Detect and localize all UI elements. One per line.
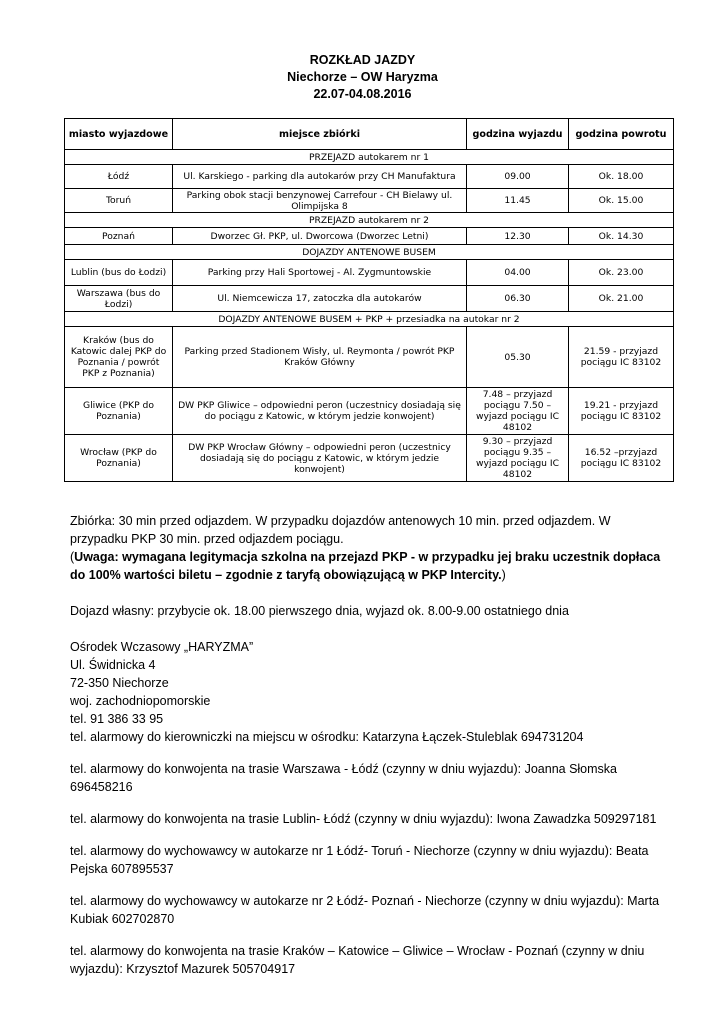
section-label: DOJAZDY ANTENOWE BUSEM (65, 245, 674, 260)
cell-city: Gliwice (PKP do Poznania) (65, 388, 173, 435)
table-row (65, 286, 674, 312)
title-line-3: 22.07-04.08.2016 (313, 87, 412, 101)
notes-section (70, 512, 670, 978)
address-line: Ośrodek Wczasowy „HARYZMA” (70, 640, 254, 654)
cell-return: Ok. 14.30 (569, 228, 674, 245)
cell-return: Ok. 23.00 (569, 260, 674, 286)
cell-departure: 06.30 (467, 286, 569, 312)
address-line: woj. zachodniopomorskie (70, 694, 211, 708)
header-city: miasto wyjazdowe (65, 119, 173, 150)
cell-place: Dworzec Gł. PKP, ul. Dworcowa (Dworzec Letni) (173, 228, 467, 245)
table-row (65, 388, 674, 435)
cell-departure: 7.48 – przyjazd pociągu 7.50 – wyjazd pociągu IC 48102 (467, 388, 569, 435)
address-line: 72-350 Niechorze (70, 676, 169, 690)
cell-city: Poznań (65, 228, 173, 245)
schedule-table (64, 118, 674, 482)
section-row (65, 213, 674, 228)
cell-place: Parking przy Hali Sportowej - Al. Zygmuntowskie (173, 260, 467, 286)
cell-return: Ok. 15.00 (569, 189, 674, 213)
cell-place: Ul. Karskiego - parking dla autokarów przy CH Manufaktura (173, 165, 467, 189)
document-title (0, 52, 725, 103)
warning-note: (Uwaga: wymagana legitymacja szkolna na przejazd PKP - w przypadku jej braku uczestnik dopłaca do 100% wartości biletu – zgodnie z taryfą obowiązującą w PKP Intercity.) (70, 550, 661, 582)
section-row (65, 312, 674, 327)
table-row (65, 327, 674, 388)
cell-city: Warszawa (bus do Łodzi) (65, 286, 173, 312)
cell-departure: 04.00 (467, 260, 569, 286)
cell-return: Ok. 18.00 (569, 165, 674, 189)
cell-city: Lublin (bus do Łodzi) (65, 260, 173, 286)
cell-city: Kraków (bus do Katowic dalej PKP do Poznania / powrót PKP z Poznania) (65, 327, 173, 388)
cell-place: Parking obok stacji benzynowej Carrefour - CH Bielawy ul. Olimpijska 8 (173, 189, 467, 213)
cell-city: Wrocław (PKP do Poznania) (65, 435, 173, 482)
cell-departure: 11.45 (467, 189, 569, 213)
header-return: godzina powrotu (569, 119, 674, 150)
table-row (65, 165, 674, 189)
cell-departure: 9.30 – przyjazd pociągu 9.35 – wyjazd pociągu IC 48102 (467, 435, 569, 482)
address-line: tel. 91 386 33 95 (70, 712, 164, 726)
cell-return: 21.59 - przyjazd pociągu IC 83102 (569, 327, 674, 388)
table-row (65, 260, 674, 286)
cell-city: Toruń (65, 189, 173, 213)
cell-return: 16.52 –przyjazd pociągu IC 83102 (569, 435, 674, 482)
cell-departure: 05.30 (467, 327, 569, 388)
header-place: miejsce zbiórki (173, 119, 467, 150)
table-row (65, 228, 674, 245)
cell-departure: 12.30 (467, 228, 569, 245)
cell-place: Parking przed Stadionem Wisły, ul. Reymonta / powrót PKP Kraków Główny (173, 327, 467, 388)
own-transport-note: Dojazd własny: przybycie ok. 18.00 pierwszego dnia, wyjazd ok. 8.00-9.00 ostatniego dnia (70, 604, 569, 618)
cell-return: Ok. 21.00 (569, 286, 674, 312)
table-header-row (65, 119, 674, 150)
cell-place: DW PKP Wrocław Główny – odpowiedni peron (uczestnicy dosiadają się do pociągu z Katowic, w którym jedzie konwojent) (173, 435, 467, 482)
emergency-phone: tel. alarmowy do konwojenta na trasie Lublin- Łódź (czynny w dniu wyjazdu): Iwona Zawadzka 509297181 (70, 812, 657, 826)
section-label: DOJAZDY ANTENOWE BUSEM + PKP + przesiadka na autokar nr 2 (65, 312, 674, 327)
emergency-phone: tel. alarmowy do kierowniczki na miejscu w ośrodku: Katarzyna Łączek-Stuleblak 694731204 (70, 730, 584, 744)
header-departure: godzina wyjazdu (467, 119, 569, 150)
section-row (65, 245, 674, 260)
emergency-phone: tel. alarmowy do konwojenta na trasie Warszawa - Łódź (czynny w dniu wyjazdu): Joanna Słomska 696458216 (70, 762, 618, 794)
cell-city: Łódź (65, 165, 173, 189)
section-label: PRZEJAZD autokarem nr 1 (65, 150, 674, 165)
cell-departure: 09.00 (467, 165, 569, 189)
warning-bold-text: Uwaga: wymagana legitymacja szkolna na przejazd PKP - w przypadku jej braku uczestnik dopłaca do 100% wartości biletu – zgodnie z taryfą obowiązującą w PKP Intercity. (70, 550, 661, 582)
table-row (65, 189, 674, 213)
cell-place: DW PKP Gliwice – odpowiedni peron (uczestnicy dosiadają się do pociągu z Katowic, w którym jedzie konwojent) (173, 388, 467, 435)
cell-return: 19.21 - przyjazd pociągu IC 83102 (569, 388, 674, 435)
cell-place: Ul. Niemcewicza 17, zatoczka dla autokarów (173, 286, 467, 312)
emergency-phone: tel. alarmowy do wychowawcy w autokarze nr 1 Łódź- Toruń - Niechorze (czynny w dniu wyjazdu): Beata Pejska 607895537 (70, 844, 649, 876)
title-line-2: Niechorze – OW Haryzma (287, 70, 438, 84)
emergency-phone: tel. alarmowy do wychowawcy w autokarze nr 2 Łódź- Poznań - Niechorze (czynny w dniu wyjazdu): Marta Kubiak 602702870 (70, 894, 660, 926)
meeting-note: Zbiórka: 30 min przed odjazdem. W przypadku dojazdów antenowych 10 min. przed odjazdem. W przypadku PKP 30 min. przed odjazdem pociągu. (70, 514, 611, 546)
table-row (65, 435, 674, 482)
title-line-1: ROZKŁAD JAZDY (309, 53, 416, 67)
section-label: PRZEJAZD autokarem nr 2 (65, 213, 674, 228)
address-line: Ul. Świdnicka 4 (70, 658, 156, 672)
emergency-phone: tel. alarmowy do konwojenta na trasie Kraków – Katowice – Gliwice – Wrocław - Poznań (czynny w dniu wyjazdu): Krzysztof Mazurek 505704917 (70, 944, 645, 976)
section-row (65, 150, 674, 165)
